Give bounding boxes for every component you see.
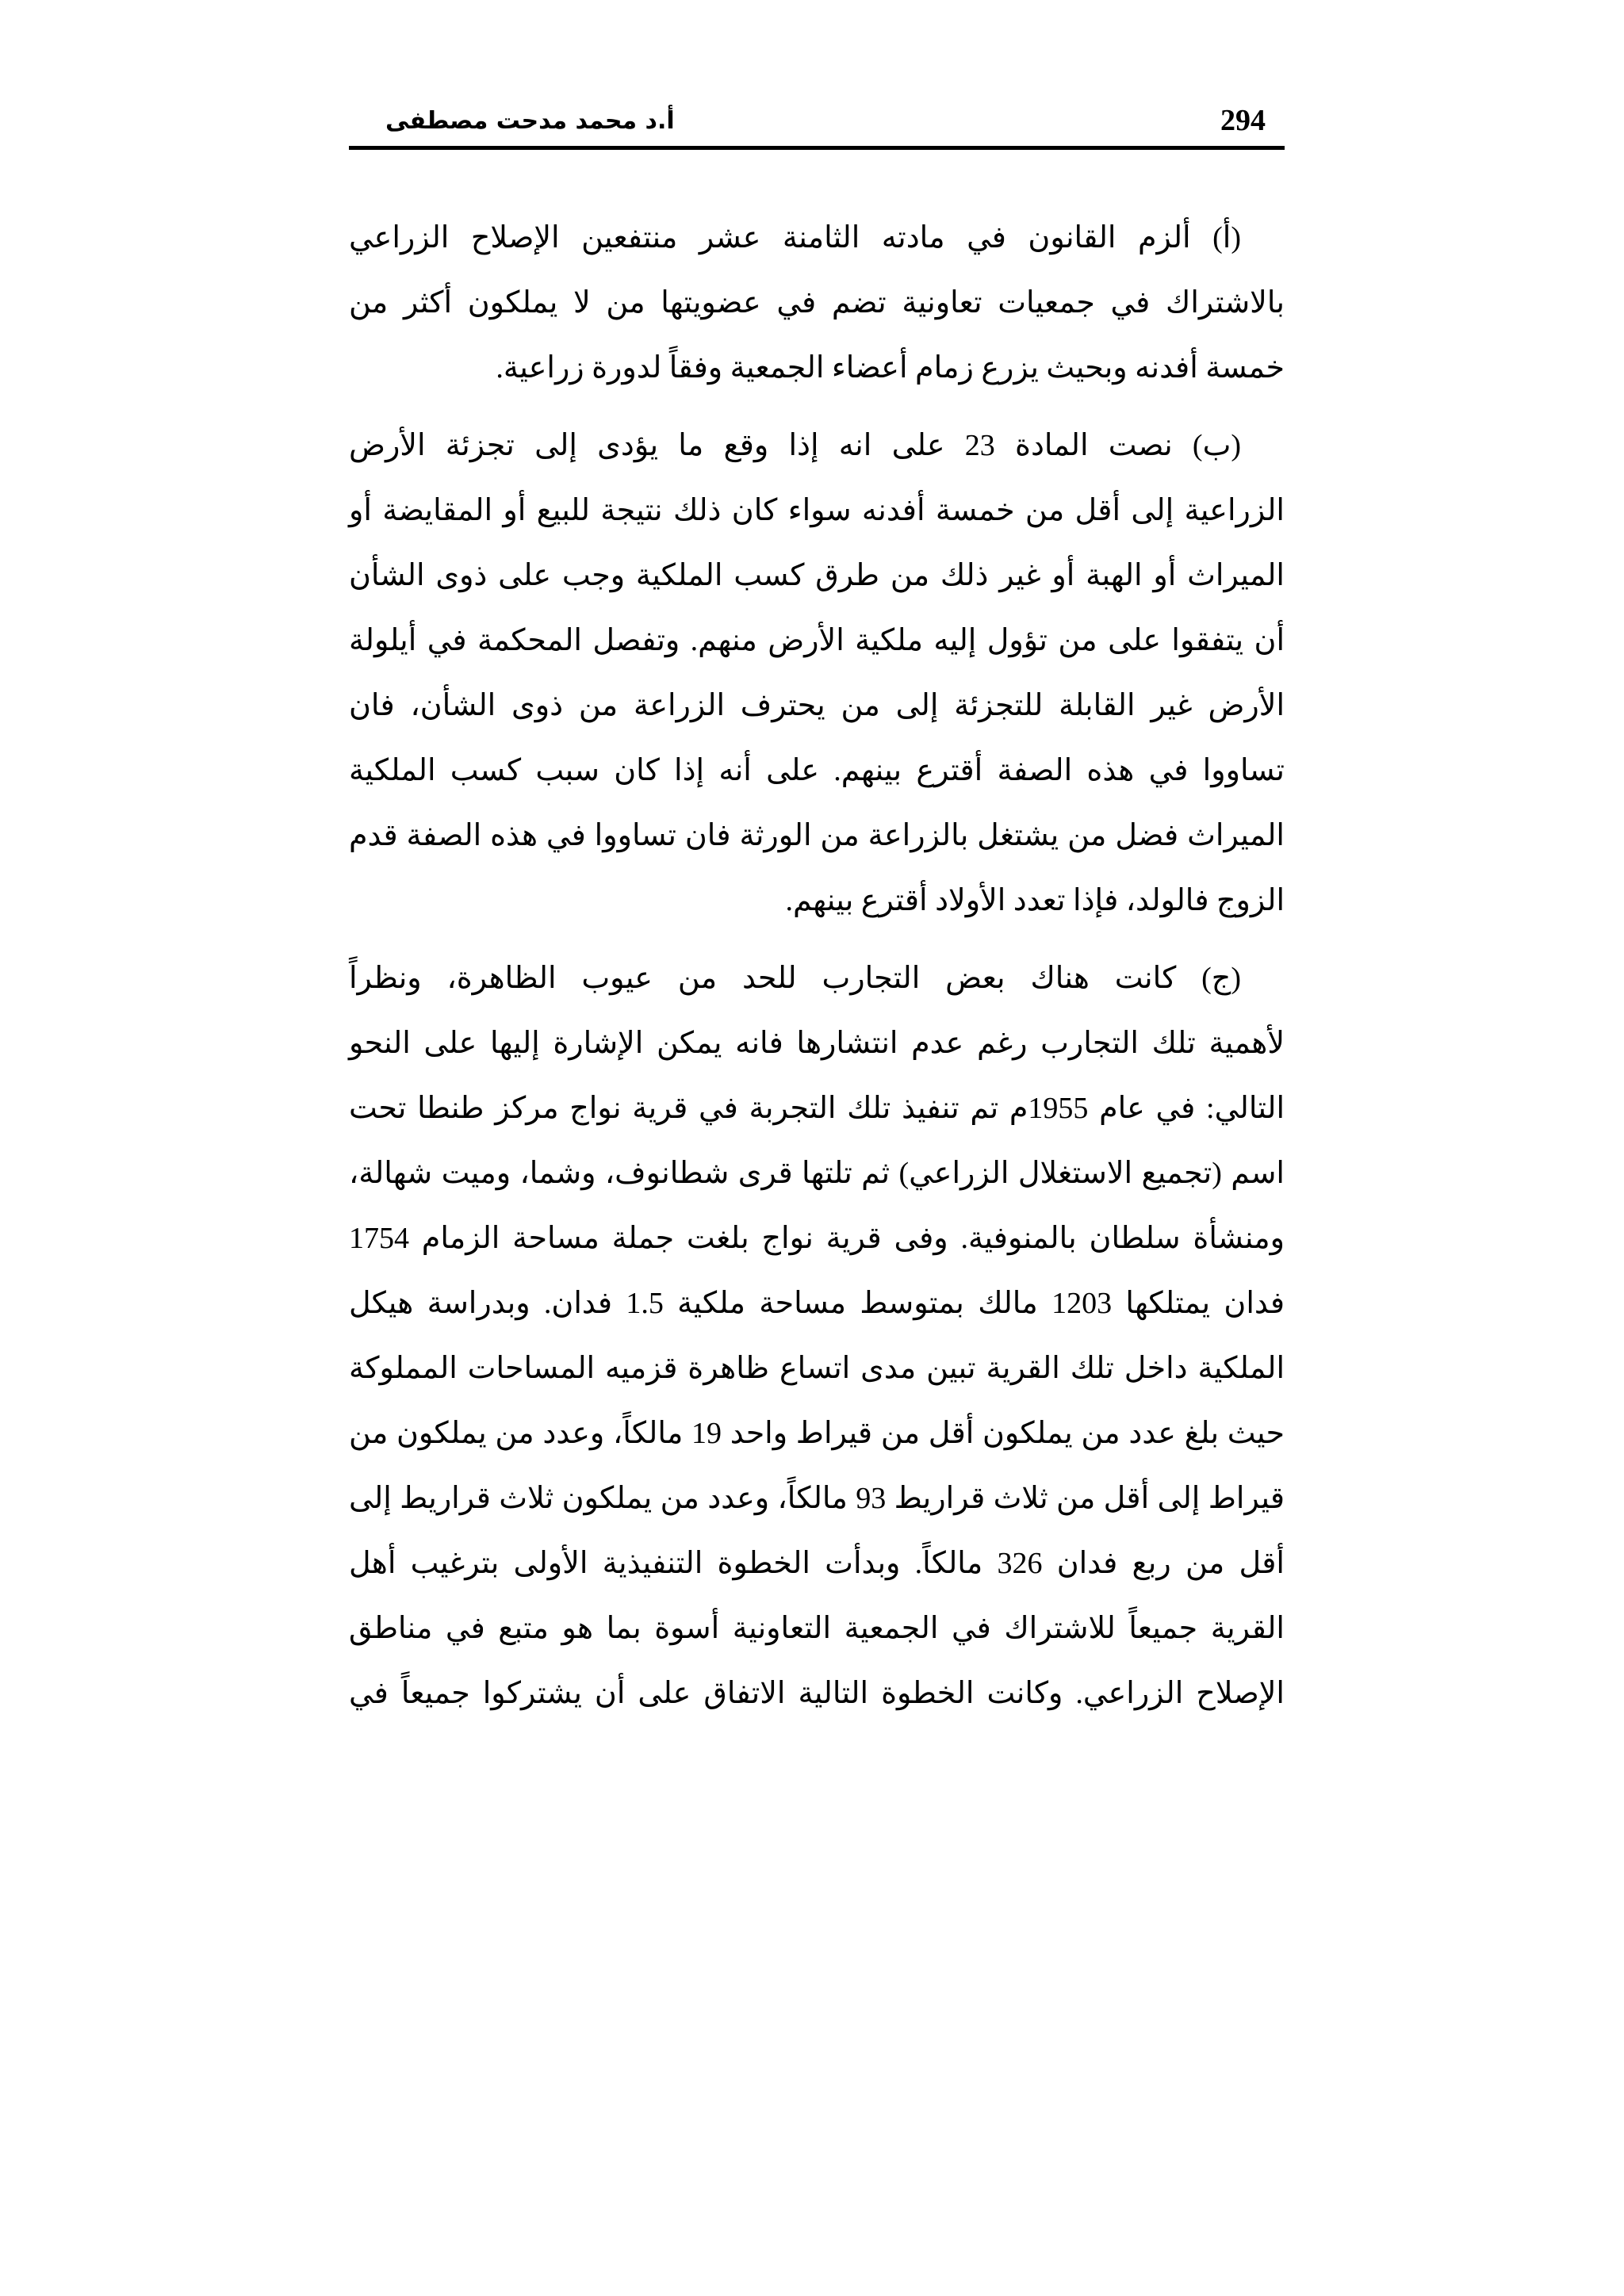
header-rule [349,146,1285,150]
paragraph-c [349,946,1285,1726]
text-line [349,335,1285,400]
line-text: الملكية داخل تلك القرية تبين مدى اتساع ظاهرة قزميه المساحات المملوكة [349,1352,1285,1385]
line-text: أن يتفقوا على من تؤول إليه ملكية الأرض منهم. وتفصل المحكمة في أيلولة [349,624,1285,657]
text-line [349,543,1285,608]
text-line [349,205,1285,270]
line-text: فدان يمتلكها 1203 مالك بمتوسط مساحة ملكية 1.5 فدان. وبدراسة هيكل [348,1287,1285,1320]
text-line [349,1596,1285,1661]
page-number: 294 [1220,104,1266,137]
text-line [349,1206,1285,1271]
text-line [349,1271,1285,1336]
line-text: الإصلاح الزراعي. وكانت الخطوة التالية الاتفاق على أن يشتركوا جميعاً في [349,1677,1285,1710]
text-line [349,1466,1285,1531]
line-text: القرية جميعاً للاشتراك في الجمعية التعاونية أسوة بما هو متبع في مناطق [349,1612,1285,1645]
line-text: لأهمية تلك التجارب رغم عدم انتشارها فانه يمكن الإشارة إليها على النحو [349,1027,1285,1060]
text-line [349,1076,1285,1141]
line-text: (أ) ألزم القانون في مادته الثامنة عشر منتفعين الإصلاح الزراعي [349,221,1241,254]
text-line [349,946,1285,1011]
line-text: التالي: في عام 1955م تم تنفيذ تلك التجربة في قرية نواج مركز طنطا تحت [349,1092,1285,1125]
text-line [349,1141,1285,1206]
text-line [349,673,1285,738]
text-line [349,270,1285,335]
running-header [349,97,1285,144]
line-text: قيراط إلى أقل من ثلاث قراريط 93 مالكاً، وعدد من يملكون ثلاث قراريط إلى [349,1482,1285,1515]
text-line [349,868,1285,933]
line-text: خمسة أفدنه وبحيث يزرع زمام أعضاء الجمعية وفقاً لدورة زراعية. [496,351,1285,385]
text-line [349,1011,1285,1076]
line-text: تساووا في هذه الصفة أقترع بينهم. على أنه إذا كان سبب كسب الملكية [349,754,1285,787]
line-text: حيث بلغ عدد من يملكون أقل من قيراط واحد 19 مالكاً، وعدد من يملكون من [349,1417,1285,1450]
text-line [349,478,1285,543]
line-text: (ب) نصت المادة 23 على انه إذا وقع ما يؤدى إلى تجزئة الأرض [349,429,1241,462]
text-line [349,1531,1285,1596]
line-text: الزوج فالولد، فإذا تعدد الأولاد أقترع بينهم. [785,884,1285,917]
text-line [349,803,1285,868]
line-text: ومنشأة سلطان بالمنوفية. وفى قرية نواج بلغت جملة مساحة الزمام 1754 [349,1222,1285,1255]
text-line [349,1401,1285,1466]
text-line [349,608,1285,673]
text-line [349,1661,1285,1726]
text-line [349,413,1285,478]
line-text: الأرض غير القابلة للتجزئة إلى من يحترف الزراعة من ذوى الشأن، فان [349,689,1285,722]
line-text: بالاشتراك في جمعيات تعاونية تضم في عضويتها من لا يملكون أكثر من [349,286,1285,320]
paragraph-a [349,205,1285,400]
text-line [349,1336,1285,1401]
paragraph-b [349,413,1285,933]
line-text: أقل من ربع فدان 326 مالكاً. وبدأت الخطوة التنفيذية الأولى بترغيب أهل [349,1547,1285,1580]
text-line [349,738,1285,803]
line-text: الزراعية إلى أقل من خمسة أفدنه سواء كان ذلك نتيجة للبيع أو المقايضة أو [349,494,1285,527]
body-text [349,205,1285,1726]
line-text: اسم (تجميع الاستغلال الزراعي) ثم تلتها قرى شطانوف، وشما، وميت شهالة، [349,1157,1285,1190]
line-text: (ج) كانت هناك بعض التجارب للحد من عيوب الظاهرة، ونظراً [349,962,1241,995]
line-text: الميراث فضل من يشتغل بالزراعة من الورثة فان تساووا في هذه الصفة قدم [349,819,1285,852]
line-text: الميراث أو الهبة أو غير ذلك من طرق كسب الملكية وجب على ذوى الشأن [349,559,1285,592]
author-name: أ.د محمد مدحت مصطفى [385,106,675,135]
